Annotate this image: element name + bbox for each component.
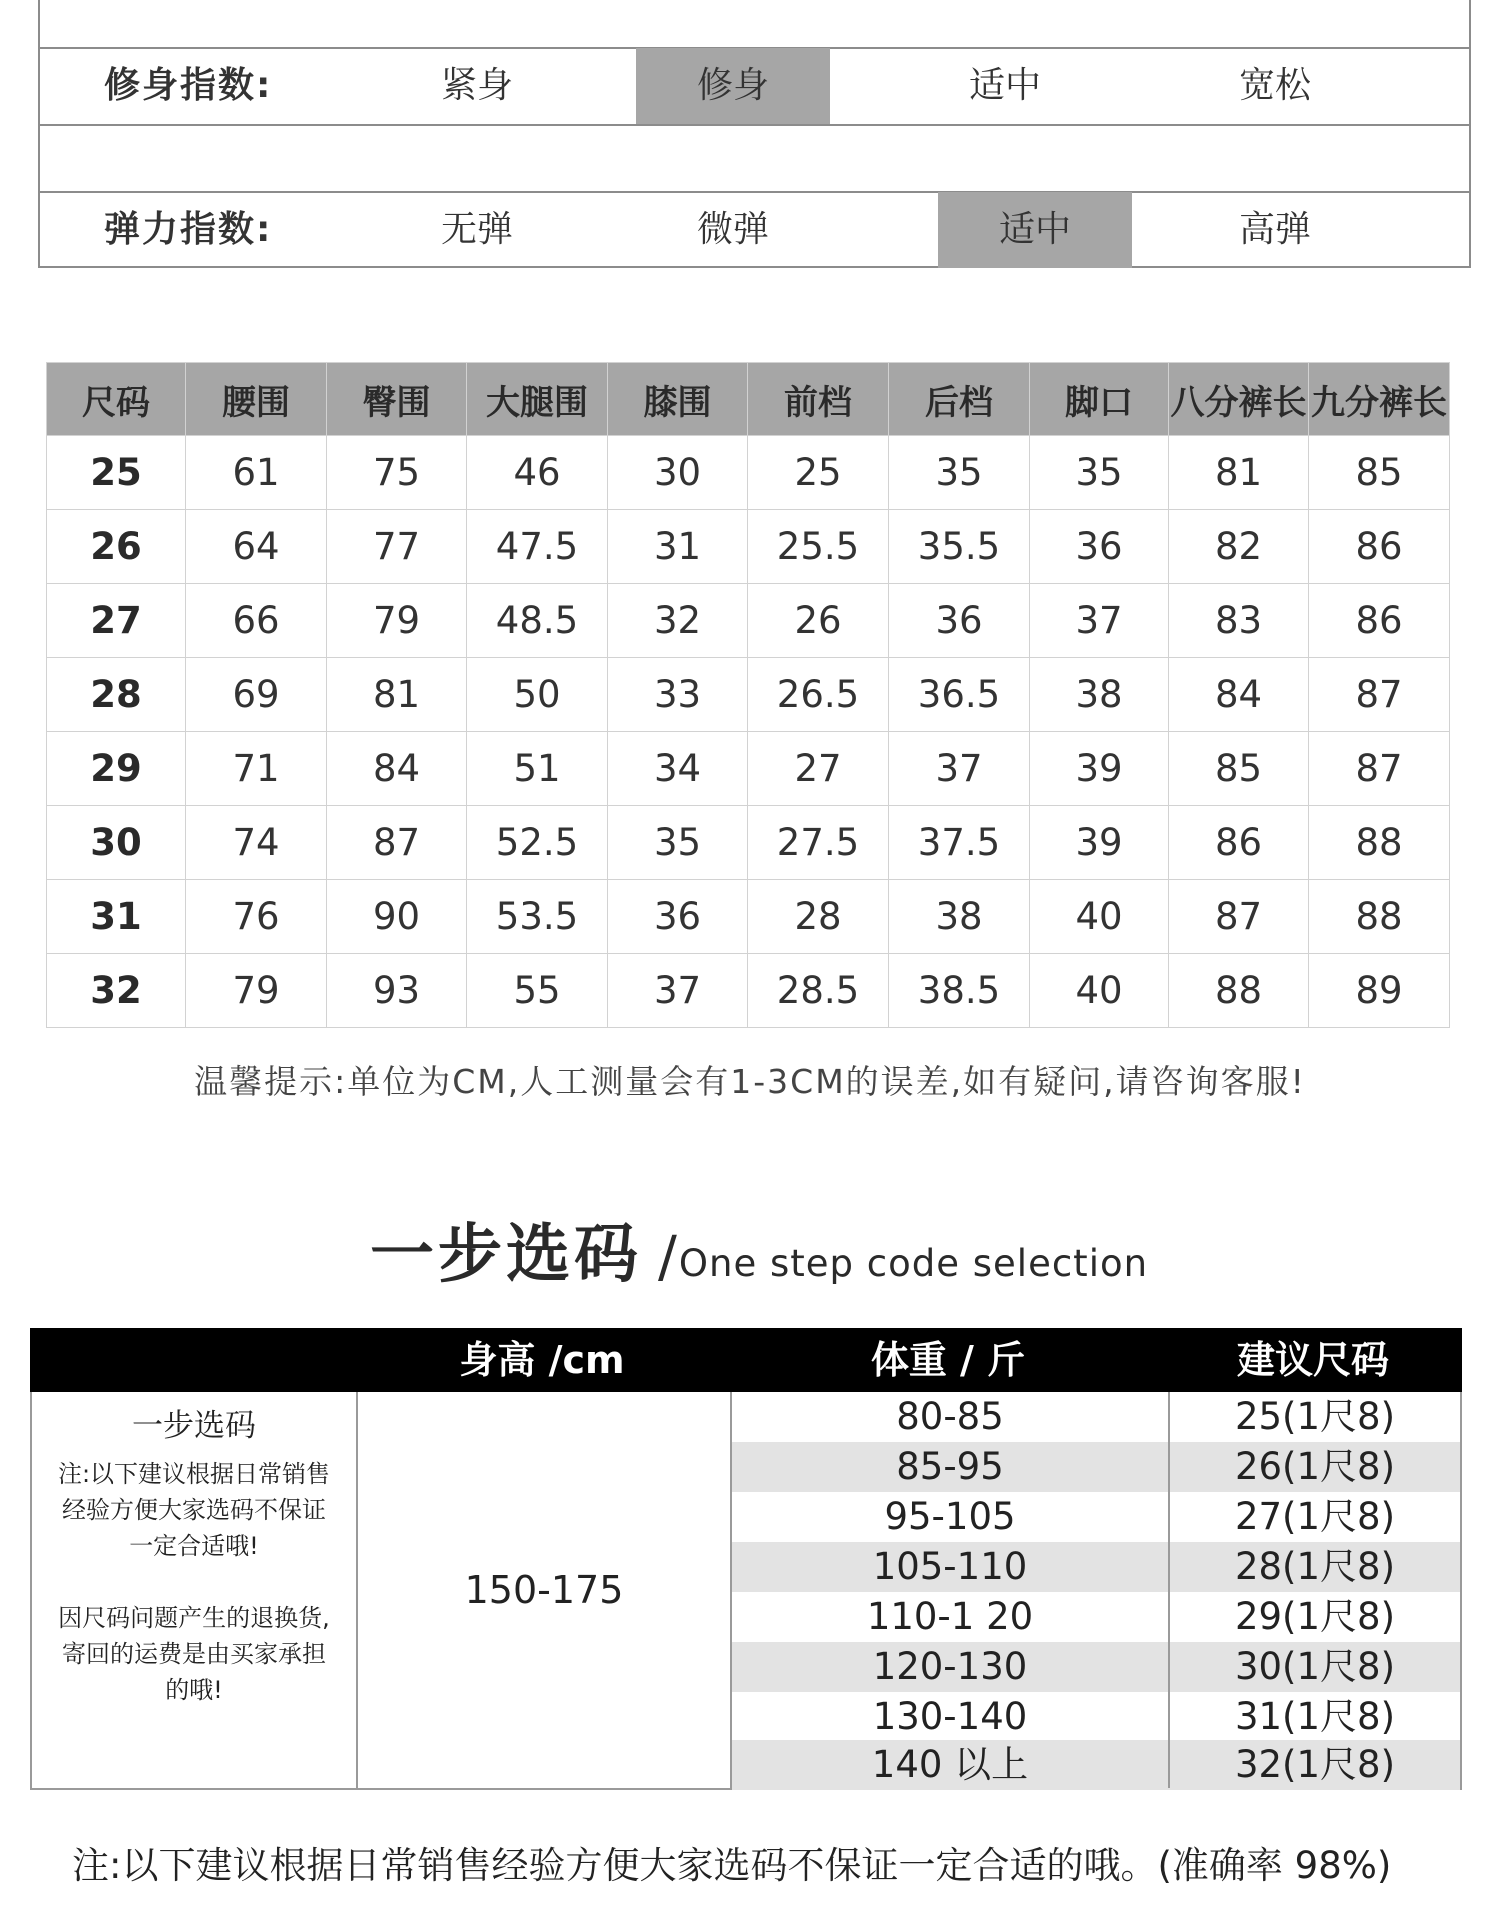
measurement-cell: 88: [1309, 806, 1450, 880]
header-knee: 膝围: [608, 363, 748, 436]
measurement-cell: 55: [467, 954, 608, 1028]
measurement-cell: 38: [889, 880, 1030, 954]
measurement-cell: 34: [608, 732, 748, 806]
recommendation-row: [732, 1592, 1460, 1642]
measurement-cell: 86: [1309, 510, 1450, 584]
recommendation-body: [30, 1392, 1462, 1790]
height-range: 150-175: [358, 1392, 732, 1788]
suggested-size: 29(1尺8): [1234, 1595, 1396, 1638]
fit-option-tight: 紧身: [440, 65, 513, 106]
size-table-row: [47, 658, 1450, 732]
index-panel: [38, 0, 1471, 268]
size-cell: 26: [47, 510, 186, 584]
measurement-cell: 48.5: [467, 584, 608, 658]
measurement-cell: 27.5: [748, 806, 889, 880]
recommendation-row: [732, 1642, 1460, 1692]
header-back-rise: 后档: [889, 363, 1030, 436]
header-thigh: 大腿围: [467, 363, 608, 436]
measurement-cell: 66: [186, 584, 327, 658]
measurement-cell: 28.5: [748, 954, 889, 1028]
measurement-cell: 76: [186, 880, 327, 954]
suggested-size: 25(1尺8): [1234, 1395, 1396, 1438]
recommendation-row: [732, 1692, 1460, 1742]
measurement-cell: 87: [1309, 732, 1450, 806]
suggested-size: 28(1尺8): [1234, 1545, 1396, 1588]
header-ankle-length: 九分裤长: [1309, 363, 1450, 436]
measurement-cell: 84: [1169, 658, 1309, 732]
measurement-cell: 27: [748, 732, 889, 806]
measurement-cell: 37: [889, 732, 1030, 806]
measurement-cell: 79: [327, 584, 467, 658]
size-table-row: [47, 954, 1450, 1028]
stretch-index-label: 弹力指数:: [104, 209, 273, 250]
measurement-cell: 75: [327, 436, 467, 510]
weight-range: 85-95: [896, 1445, 1004, 1488]
size-cell: 32: [47, 954, 186, 1028]
measurement-cell: 40: [1030, 880, 1169, 954]
header-waist: 腰围: [186, 363, 327, 436]
header-front-rise: 前档: [748, 363, 889, 436]
measurement-cell: 30: [608, 436, 748, 510]
measurement-cell: 35.5: [889, 510, 1030, 584]
measurement-cell: 26: [748, 584, 889, 658]
title-slash: /: [658, 1225, 677, 1290]
measurement-cell: 88: [1309, 880, 1450, 954]
header-size: 尺码: [47, 363, 186, 436]
measurement-cell: 35: [1030, 436, 1169, 510]
stretch-index-row: [40, 192, 1469, 268]
suggested-size: 32(1尺8): [1234, 1743, 1396, 1786]
size-note: 温馨提示:单位为CM,人工测量会有1-3CM的误差,如有疑问,请咨询客服!: [194, 1062, 1306, 1101]
measurement-cell: 47.5: [467, 510, 608, 584]
weight-range: 140 以上: [871, 1743, 1029, 1786]
fit-option-regular: 适中: [968, 65, 1041, 106]
header-weight: 体重 / 斤: [870, 1338, 1026, 1382]
measurement-cell: 35: [608, 806, 748, 880]
measurement-cell: 90: [327, 880, 467, 954]
measurement-cell: 26.5: [748, 658, 889, 732]
one-step-title-en: One step code selection: [678, 1242, 1149, 1285]
suggested-size: 27(1尺8): [1234, 1495, 1396, 1538]
measurement-cell: 85: [1169, 732, 1309, 806]
size-cell: 28: [47, 658, 186, 732]
fit-option-loose: 宽松: [1238, 65, 1311, 106]
measurement-cell: 39: [1030, 806, 1169, 880]
weight-range: 95-105: [884, 1495, 1016, 1538]
measurement-cell: 74: [186, 806, 327, 880]
measurement-cell: 87: [1169, 880, 1309, 954]
measurement-cell: 36: [1030, 510, 1169, 584]
measurement-cell: 33: [608, 658, 748, 732]
measurement-cell: 64: [186, 510, 327, 584]
stretch-option-medium: 适中: [938, 192, 1132, 268]
size-table-row: [47, 880, 1450, 954]
stretch-option-none: 无弹: [440, 209, 513, 250]
measurement-cell: 36.5: [889, 658, 1030, 732]
size-cell: 29: [47, 732, 186, 806]
notice-title: 一步选码: [132, 1408, 256, 1444]
measurement-cell: 28: [748, 880, 889, 954]
measurement-cell: 32: [608, 584, 748, 658]
suggested-size: 30(1尺8): [1234, 1645, 1396, 1688]
measurement-cell: 50: [467, 658, 608, 732]
recommendation-row: [732, 1492, 1460, 1542]
size-table-row: [47, 806, 1450, 880]
measurement-cell: 51: [467, 732, 608, 806]
measurement-cell: 25: [748, 436, 889, 510]
measurement-cell: 84: [327, 732, 467, 806]
measurement-cell: 31: [608, 510, 748, 584]
size-cell: 31: [47, 880, 186, 954]
measurement-cell: 85: [1309, 436, 1450, 510]
measurement-cell: 37: [608, 954, 748, 1028]
weight-range: 80-85: [896, 1395, 1004, 1438]
weight-range: 110-1 20: [866, 1595, 1034, 1638]
measurement-cell: 40: [1030, 954, 1169, 1028]
fit-option-slim: 修身: [636, 48, 830, 124]
measurement-cell: 81: [1169, 436, 1309, 510]
weight-size-rows: [732, 1392, 1460, 1788]
one-step-heading: [370, 1210, 1148, 1300]
suggested-size: 31(1尺8): [1234, 1695, 1396, 1738]
measurement-cell: 53.5: [467, 880, 608, 954]
measurement-cell: 88: [1169, 954, 1309, 1028]
measurement-cell: 37: [1030, 584, 1169, 658]
notice-text-2: 因尺码问题产生的退换货,寄回的运费是由买家承担的哦!: [58, 1604, 330, 1704]
measurement-cell: 79: [186, 954, 327, 1028]
measurement-cell: 36: [608, 880, 748, 954]
size-recommendation-table: [30, 1328, 1462, 1790]
fit-index-row: [40, 48, 1469, 124]
measurement-cell: 46: [467, 436, 608, 510]
measurement-cell: 93: [327, 954, 467, 1028]
measurement-cell: 86: [1169, 806, 1309, 880]
measurement-cell: 35: [889, 436, 1030, 510]
one-step-title-cn: 一步选码: [370, 1218, 642, 1292]
notice-column: [32, 1392, 358, 1788]
size-cell: 25: [47, 436, 186, 510]
weight-range: 130-140: [872, 1695, 1028, 1738]
notice-text-1: 注:以下建议根据日常销售经验方便大家选码不保证一定合适哦!: [57, 1460, 331, 1560]
size-table-row: [47, 436, 1450, 510]
recommendation-row: [732, 1442, 1460, 1492]
stretch-option-high: 高弹: [1238, 209, 1311, 250]
measurement-cell: 86: [1309, 584, 1450, 658]
measurement-cell: 81: [327, 658, 467, 732]
stretch-option-slight: 微弹: [696, 209, 769, 250]
header-suggested-size: 建议尺码: [1236, 1338, 1389, 1382]
fit-index-label: 修身指数:: [104, 65, 273, 106]
weight-range: 105-110: [872, 1545, 1028, 1588]
size-cell: 30: [47, 806, 186, 880]
suggested-size: 26(1尺8): [1234, 1445, 1396, 1488]
measurement-cell: 89: [1309, 954, 1450, 1028]
measurement-cell: 61: [186, 436, 327, 510]
size-table-row: [47, 584, 1450, 658]
header-cropped-length: 八分裤长: [1169, 363, 1309, 436]
column-divider: [1168, 1392, 1170, 1788]
measurement-cell: 36: [889, 584, 1030, 658]
measurement-cell: 77: [327, 510, 467, 584]
divider: [40, 124, 1469, 126]
measurement-cell: 52.5: [467, 806, 608, 880]
recommendation-row: [732, 1392, 1460, 1442]
measurement-cell: 82: [1169, 510, 1309, 584]
measurement-cell: 87: [327, 806, 467, 880]
measurement-cell: 87: [1309, 658, 1450, 732]
size-table-row: [47, 510, 1450, 584]
weight-range: 120-130: [872, 1645, 1028, 1688]
measurement-cell: 38.5: [889, 954, 1030, 1028]
recommendation-row: [732, 1542, 1460, 1592]
size-cell: 27: [47, 584, 186, 658]
header-hip: 臀围: [327, 363, 467, 436]
size-table-header-row: [47, 363, 1450, 436]
measurement-cell: 25.5: [748, 510, 889, 584]
recommendation-header: [30, 1328, 1462, 1392]
recommendation-row: [732, 1740, 1460, 1790]
measurement-cell: 39: [1030, 732, 1169, 806]
header-leg-opening: 脚口: [1030, 363, 1169, 436]
bottom-note: 注:以下建议根据日常销售经验方便大家选码不保证一定合适的哦。(准确率 98%): [72, 1844, 1392, 1887]
measurement-cell: 69: [186, 658, 327, 732]
measurement-cell: 83: [1169, 584, 1309, 658]
header-height: 身高 /cm: [459, 1338, 625, 1382]
measurement-cell: 37.5: [889, 806, 1030, 880]
measurement-cell: 71: [186, 732, 327, 806]
measurement-cell: 38: [1030, 658, 1169, 732]
size-table-row: [47, 732, 1450, 806]
size-chart-table: [46, 362, 1450, 1028]
